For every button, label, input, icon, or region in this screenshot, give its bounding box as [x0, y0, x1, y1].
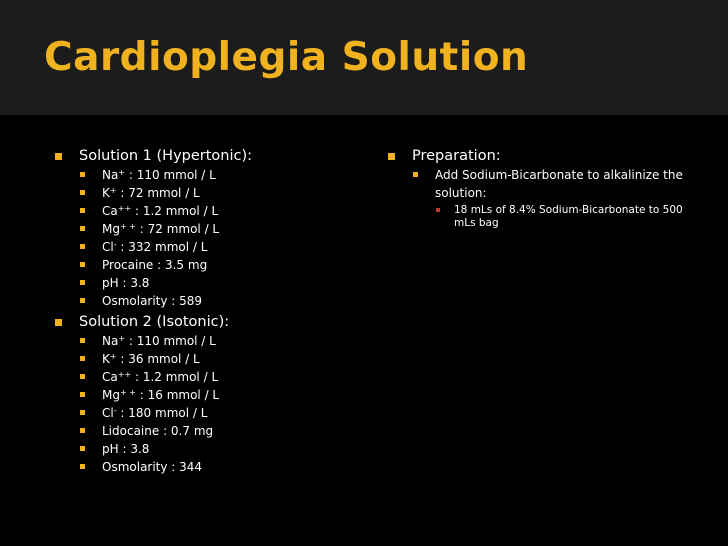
list-item: Na+ : 110 mmol / L: [52, 166, 352, 184]
right-column: [385, 146, 685, 230]
list-item: Mg+ + : 16 mmol / L: [52, 386, 352, 404]
list-item: Ca++ : 1.2 mmol / L: [52, 202, 352, 220]
list-item: Lidocaine : 0.7 mg: [52, 422, 352, 440]
list-item: Cl- : 180 mmol / L: [52, 404, 352, 422]
list-item: Mg+ + : 72 mmol / L: [52, 220, 352, 238]
list-item: K+ : 72 mmol / L: [52, 184, 352, 202]
preparation-heading: Preparation:: [385, 146, 685, 166]
preparation-step: Add Sodium-Bicarbonate to alkalinize the solution:: [385, 166, 685, 202]
solution-1-heading: Solution 1 (Hypertonic):: [52, 146, 352, 166]
preparation-detail: 18 mLs of 8.4% Sodium-Bicarbonate to 500 mLs bag: [385, 204, 685, 230]
solution-2-list: [52, 332, 352, 476]
list-item: Osmolarity : 344: [52, 458, 352, 476]
list-item: Osmolarity : 589: [52, 292, 352, 310]
list-item: Na+ : 110 mmol / L: [52, 332, 352, 350]
left-column: [52, 146, 352, 476]
list-item: K+ : 36 mmol / L: [52, 350, 352, 368]
solution-2-heading: Solution 2 (Isotonic):: [52, 312, 352, 332]
slide-title: Cardioplegia Solution: [44, 35, 529, 80]
list-item: pH : 3.8: [52, 440, 352, 458]
list-item: pH : 3.8: [52, 274, 352, 292]
list-item: Ca++ : 1.2 mmol / L: [52, 368, 352, 386]
list-item: Cl- : 332 mmol / L: [52, 238, 352, 256]
solution-1-list: [52, 166, 352, 310]
list-item: Procaine : 3.5 mg: [52, 256, 352, 274]
